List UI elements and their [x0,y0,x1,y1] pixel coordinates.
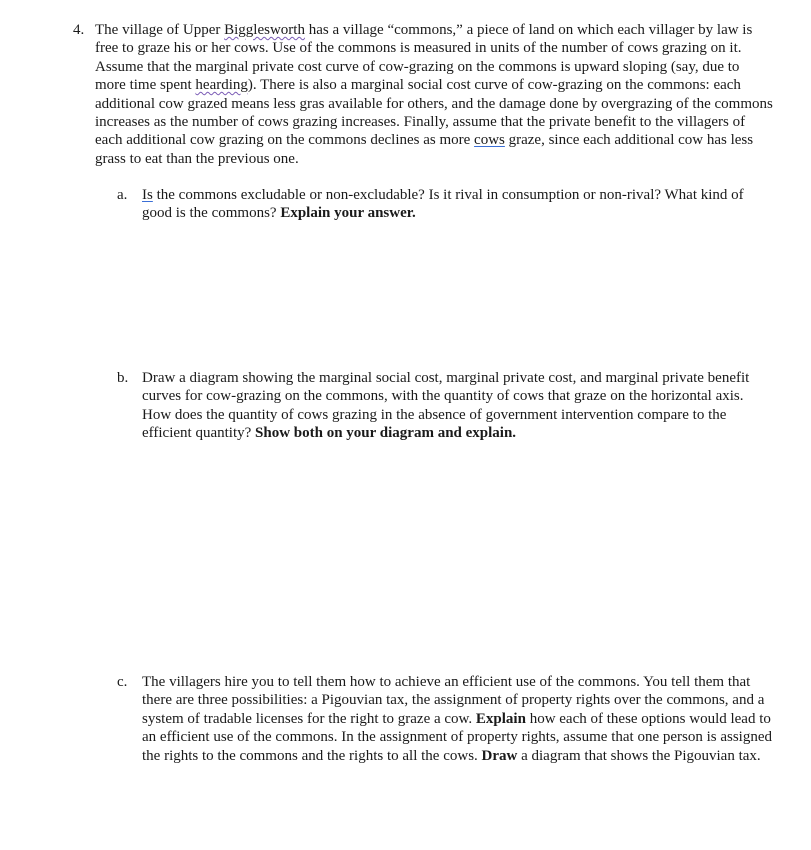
place-name-spellcheck: Bigglesworth [224,22,305,38]
misspelled-word-spellcheck: hearding [195,77,248,94]
part-c-bold-1: Explain [475,710,526,727]
part-b-letter: b. [117,370,129,386]
question-text-part-2: has a village “commons,” a piece of land on which each villager by law is free to graze his or her cows. Use of the commons is measured in units of the number of cows grazing on it. Assume that the marginal private cost curve of cow-grazing on the commons is upward sloping (say, due to more time spent [95,22,753,94]
part-c-text-1: The villagers hire you to tell them how to achieve an efficient use of the commons. You tell them that there are three possibilities: a Pigouvian tax, the assignment of property rights over the commons, and a system of tradable licenses for the right to graze a cow. [142,674,765,727]
question-text-part-1: The village of Upper [95,22,225,38]
grammar-underlined-word: cows [474,132,505,149]
part-a-lead-word: Is [142,187,153,203]
part-b-text [142,369,773,443]
part-a-text-body: the commons excludable or non-excludable? Is it rival in consumption or non-rival? What kind of good is the commons? [142,187,744,222]
part-a-text [142,186,773,223]
question-text-part-4: graze, since each additional cow has less grass to eat than the previous one. [95,132,754,167]
question-text [95,21,773,168]
part-a-bold: Explain your answer. [280,205,416,222]
part-c-bold-2: Draw [481,747,518,764]
part-c-text-3: a diagram that shows the Pigouvian tax. [517,747,761,764]
part-a-letter: a. [117,187,128,203]
part-b-text-body: Draw a diagram showing the marginal social cost, marginal private cost, and marginal private benefit curves for cow-grazing on the commons, with the quantity of cows that graze on the horizontal axis. How does the quantity of cows grazing in the absence of government intervention compare to the efficient quantity? [142,370,750,442]
question-text-part-3: ). There is also a marginal social cost curve of cow-grazing on the commons: each additional cow grazed means less gras available for others, and the damage done by overgrazing of the commons increases as the number of cows grazing increases. Finally, assume that the private benefit to the villagers of each additional cow grazing on the commons declines as more [95,77,773,149]
question-number: 4. [73,22,85,38]
part-c-letter: c. [117,674,128,690]
part-c-text [142,673,773,765]
part-c-text-2: how each of these options would lead to an efficient use of the commons. In the assignment of property rights, assume that one person is assigned the rights to the commons and the rights to all the cows. [142,710,772,764]
part-b-bold: Show both on your diagram and explain. [255,425,517,442]
